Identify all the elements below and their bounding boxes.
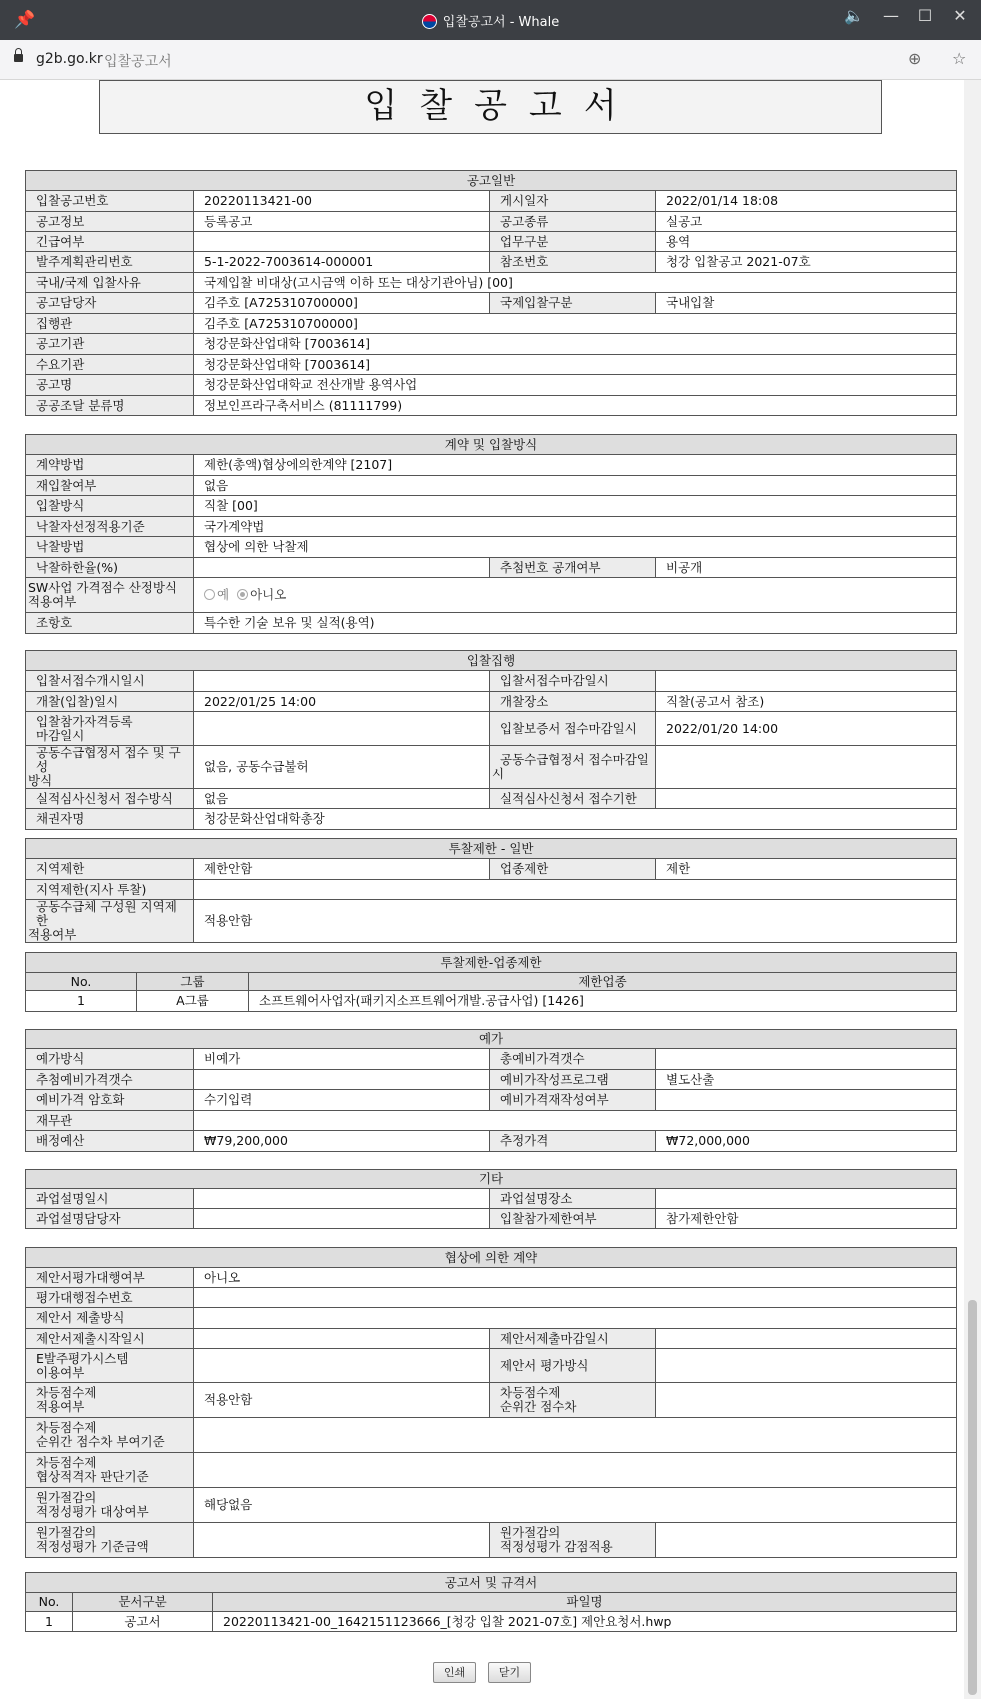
field-value: 직찰(공고서 참조) xyxy=(656,692,957,712)
speaker-icon[interactable]: 🔈 xyxy=(844,6,864,25)
field-value xyxy=(656,746,957,789)
field-value: 없음 xyxy=(194,476,957,496)
field-label-line: 공동수급협정서 접수 및 구성 xyxy=(36,745,181,774)
table-row xyxy=(26,991,957,1012)
field-value: 수기입력 xyxy=(194,1090,490,1111)
section-documents xyxy=(25,1572,956,1632)
field-value xyxy=(194,671,490,692)
field-label xyxy=(26,1453,194,1488)
field-label: 총예비가격갯수 xyxy=(490,1049,656,1070)
field-value xyxy=(194,1288,957,1308)
field-value xyxy=(656,1090,957,1111)
column-header: 제한업종 xyxy=(249,973,957,991)
field-value xyxy=(194,1308,957,1329)
field-value: 직찰 [00] xyxy=(194,496,957,517)
field-value xyxy=(656,1049,957,1070)
field-label: 낙찰하한율(%) xyxy=(26,558,194,578)
table-cell: 1 xyxy=(26,1612,73,1632)
field-label: 국제입찰구분 xyxy=(490,293,656,314)
field-value: 실공고 xyxy=(656,212,957,232)
field-label xyxy=(26,1418,194,1453)
field-label: 지역제한(지사 투찰) xyxy=(26,880,194,900)
field-label: 낙찰자선정적용기준 xyxy=(26,517,194,537)
field-value: 2022/01/20 14:00 xyxy=(656,712,957,746)
field-label-line: 시 xyxy=(492,766,505,781)
field-label xyxy=(26,746,194,789)
column-header: 파일명 xyxy=(213,1593,957,1612)
field-value: 정보인프라구축서비스 (81111799) xyxy=(194,396,957,416)
table-cell: 1 xyxy=(26,991,137,1012)
field-value: 별도산출 xyxy=(656,1070,957,1090)
field-label: 공고담당자 xyxy=(26,293,194,314)
section-header: 투찰제한 - 일반 xyxy=(26,839,957,859)
field-label: 채권자명 xyxy=(26,809,194,830)
field-value xyxy=(194,232,490,252)
field-value xyxy=(656,1189,957,1209)
field-label-line: SW사업 가격점수 산정방식 xyxy=(28,580,177,595)
field-label: 게시일자 xyxy=(490,191,656,212)
field-label xyxy=(26,1383,194,1418)
scrollbar-thumb[interactable] xyxy=(968,1300,977,1695)
section-restrict-industry xyxy=(25,952,956,1012)
field-value xyxy=(194,1070,490,1090)
field-value: 비예가 xyxy=(194,1049,490,1070)
field-value: 특수한 기술 보유 및 실적(용역) xyxy=(194,613,957,634)
field-label xyxy=(26,578,194,613)
section-header: 계약 및 입찰방식 xyxy=(26,435,957,455)
field-label: 업종제한 xyxy=(490,859,656,880)
field-value xyxy=(194,1189,490,1209)
field-label-line: E발주평가시스템 xyxy=(36,1350,129,1366)
radio-yes[interactable] xyxy=(204,589,215,600)
field-label: 과업설명장소 xyxy=(490,1189,656,1209)
field-label: 집행관 xyxy=(26,314,194,334)
column-header: 문서구분 xyxy=(73,1593,213,1612)
address-bar xyxy=(0,40,981,80)
field-value: 등록공고 xyxy=(194,212,490,232)
field-label: 평가대행접수번호 xyxy=(26,1288,194,1308)
file-link[interactable]: 20220113421-00_1642151123666_[청강 입찰 2021-07호] 제안요청서.hwp xyxy=(213,1612,957,1632)
section-header: 투찰제한-업종제한 xyxy=(26,953,957,973)
maximize-button[interactable]: ☐ xyxy=(917,6,933,25)
minimize-button[interactable]: — xyxy=(883,6,899,25)
field-label xyxy=(490,1383,656,1418)
field-label: 입찰방식 xyxy=(26,496,194,517)
field-value xyxy=(656,1329,957,1349)
field-value xyxy=(194,712,490,746)
field-value: 비공개 xyxy=(656,558,957,578)
table-cell: 소프트웨어사업자(패키지소프트웨어개발.공급사업) [1426] xyxy=(249,991,957,1012)
field-label: 조항호 xyxy=(26,613,194,634)
radio-no[interactable] xyxy=(237,589,248,600)
window-title-text: 입찰공고서 - Whale xyxy=(442,15,560,30)
section-header: 협상에 의한 계약 xyxy=(26,1248,957,1268)
field-label-line: 차등점수제 xyxy=(36,1455,97,1470)
field-value xyxy=(194,1329,490,1349)
field-value xyxy=(194,1111,957,1131)
field-value xyxy=(656,789,957,809)
field-value: 제한안함 xyxy=(194,859,490,880)
radio-no-label: 아니오 xyxy=(250,587,287,602)
sw-price-radio-group xyxy=(194,578,957,613)
field-label: 재입찰여부 xyxy=(26,476,194,496)
field-value xyxy=(194,558,490,578)
field-label: 재무관 xyxy=(26,1111,194,1131)
section-restrict-general xyxy=(25,838,956,943)
field-label: 긴급여부 xyxy=(26,232,194,252)
field-label: 제안서평가대행여부 xyxy=(26,1268,194,1288)
field-label xyxy=(490,746,656,789)
field-label: 제안서제출마감일시 xyxy=(490,1329,656,1349)
favorite-icon[interactable]: ☆ xyxy=(952,49,967,68)
field-label: 업무구분 xyxy=(490,232,656,252)
field-label xyxy=(26,712,194,746)
print-button[interactable]: 인쇄 xyxy=(433,1662,476,1683)
field-label: 예가방식 xyxy=(26,1049,194,1070)
zoom-icon[interactable]: ⊕ xyxy=(908,49,922,68)
section-header: 입찰집행 xyxy=(26,651,957,671)
close-window-button[interactable]: ✕ xyxy=(953,6,967,25)
field-label: 추첨예비가격갯수 xyxy=(26,1070,194,1090)
field-value: 적용안함 xyxy=(194,900,957,943)
field-value: 5-1-2022-7003614-000001 xyxy=(194,252,490,273)
field-value: 적용안함 xyxy=(194,1383,490,1418)
field-value xyxy=(656,671,957,692)
field-label: 추정가격 xyxy=(490,1131,656,1152)
field-label: 예비가작성프로그램 xyxy=(490,1070,656,1090)
field-label-line: 차등점수제 xyxy=(500,1385,561,1400)
window-title xyxy=(0,11,981,30)
field-value: 2022/01/14 18:08 xyxy=(656,191,957,212)
field-label: 국내/국제 입찰사유 xyxy=(26,273,194,293)
field-label: 예비가격 암호화 xyxy=(26,1090,194,1111)
field-label-line: 적용여부 xyxy=(36,1399,85,1414)
field-label: 공고종류 xyxy=(490,212,656,232)
window-titlebar xyxy=(0,0,981,40)
field-value: 국제입찰 비대상(고시금액 이하 또는 대상기관아님) [00] xyxy=(194,273,957,293)
field-value: 용역 xyxy=(656,232,957,252)
section-contract xyxy=(25,434,956,634)
field-label-line: 공동수급협정서 접수마감일 xyxy=(500,752,649,767)
section-price xyxy=(25,1029,956,1152)
field-label: 낙찰방법 xyxy=(26,537,194,558)
column-header: 그룹 xyxy=(137,973,249,991)
field-value xyxy=(194,1523,490,1558)
field-label-line: 입찰참가자격등록 xyxy=(36,713,133,729)
field-value xyxy=(194,1453,957,1488)
field-value: 제한(총액)협상에의한계약 [2107] xyxy=(194,455,957,476)
field-value xyxy=(656,1523,957,1558)
field-label: 공고명 xyxy=(26,375,194,396)
field-label: 입찰서접수개시일시 xyxy=(26,671,194,692)
taegukgi-icon xyxy=(422,14,437,29)
field-label: 제안서 제출방식 xyxy=(26,1308,194,1329)
field-label-line: 차등점수제 xyxy=(36,1385,97,1400)
field-label-line: 순위간 점수차 부여기준 xyxy=(36,1434,165,1449)
field-value xyxy=(194,1209,490,1229)
field-label: 입찰보증서 접수마감일시 xyxy=(490,712,656,746)
field-label: 지역제한 xyxy=(26,859,194,880)
field-value: 제한 xyxy=(656,859,957,880)
field-label: 공공조달 분류명 xyxy=(26,396,194,416)
field-value: 아니오 xyxy=(194,1268,957,1288)
field-label-line: 적정성평가 대상여부 xyxy=(36,1504,149,1519)
field-label: 제안서 평가방식 xyxy=(490,1349,656,1383)
section-header: 예가 xyxy=(26,1030,957,1049)
close-button[interactable]: 닫기 xyxy=(488,1662,531,1683)
field-label xyxy=(26,900,194,943)
field-label-line: 적용여부 xyxy=(28,927,77,942)
field-label-line: 협상적격자 판단기준 xyxy=(36,1469,149,1484)
table-cell: A그룹 xyxy=(137,991,249,1012)
field-value: 협상에 의한 낙찰제 xyxy=(194,537,957,558)
field-value xyxy=(194,1418,957,1453)
field-value: 20220113421-00 xyxy=(194,191,490,212)
field-value xyxy=(194,880,957,900)
estimated-price-value: ₩72,000,000 xyxy=(656,1131,957,1152)
radio-yes-label: 예 xyxy=(217,587,230,602)
field-value xyxy=(194,1349,490,1383)
vertical-scrollbar[interactable] xyxy=(964,80,981,1699)
table-row xyxy=(26,1612,957,1632)
field-value: 없음 xyxy=(194,789,490,809)
field-value: 없음, 공동수급불허 xyxy=(194,746,490,789)
section-header: 공고일반 xyxy=(26,171,957,191)
field-label-line: 차등점수제 xyxy=(36,1420,97,1435)
field-label-line: 마감일시 xyxy=(36,727,85,743)
section-etc xyxy=(25,1169,956,1229)
field-label-line: 방식 xyxy=(28,773,53,788)
field-label: 참조번호 xyxy=(490,252,656,273)
address-domain[interactable]: g2b.go.kr xyxy=(36,51,103,67)
field-label: 개찰(입찰)일시 xyxy=(26,692,194,712)
field-label: 과업설명담당자 xyxy=(26,1209,194,1229)
section-header: 기타 xyxy=(26,1170,957,1189)
field-label xyxy=(26,1349,194,1383)
field-label: 배정예산 xyxy=(26,1131,194,1152)
field-value: 김주호 [A725310700000] xyxy=(194,314,957,334)
field-label: 실적심사신청서 접수기한 xyxy=(490,789,656,809)
section-general xyxy=(25,170,956,416)
field-label-line: 적정성평가 감점적용 xyxy=(500,1539,613,1554)
field-label-line: 원가절감의 xyxy=(36,1525,97,1540)
field-label: 제안서제출시작일시 xyxy=(26,1329,194,1349)
section-execution xyxy=(25,650,956,830)
field-label-line: 공동수급체 구성원 지역제한 xyxy=(36,899,177,928)
field-label: 추첨번호 공개여부 xyxy=(490,558,656,578)
document-title: 입찰공고서 xyxy=(99,80,882,134)
field-value: 청강 입찰공고 2021-07호 xyxy=(656,252,957,273)
field-label: 개찰장소 xyxy=(490,692,656,712)
field-value xyxy=(656,1383,957,1418)
field-label xyxy=(490,1523,656,1558)
field-label: 공고기관 xyxy=(26,334,194,355)
budget-value: ₩79,200,000 xyxy=(194,1131,490,1152)
field-value: 청강문화산업대학교 전산개발 용역사업 xyxy=(194,375,957,396)
address-page-title: 입찰공고서 xyxy=(104,54,172,70)
field-label xyxy=(26,1523,194,1558)
pin-icon[interactable]: 📌 xyxy=(14,10,36,30)
lock-icon xyxy=(14,54,23,62)
field-value: 참가제한안함 xyxy=(656,1209,957,1229)
field-label: 발주계획관리번호 xyxy=(26,252,194,273)
column-header: No. xyxy=(26,1593,73,1612)
field-label: 입찰서접수마감일시 xyxy=(490,671,656,692)
section-header: 공고서 및 규격서 xyxy=(26,1573,957,1593)
field-label-line: 적용여부 xyxy=(28,594,77,609)
field-value: 국내입찰 xyxy=(656,293,957,314)
field-label: 실적심사신청서 접수방식 xyxy=(26,789,194,809)
field-label: 수요기관 xyxy=(26,355,194,375)
field-label: 계약방법 xyxy=(26,455,194,476)
field-label: 입찰참가제한여부 xyxy=(490,1209,656,1229)
field-value: 2022/01/25 14:00 xyxy=(194,692,490,712)
field-value: 국가계약법 xyxy=(194,517,957,537)
field-label-line: 이용여부 xyxy=(36,1364,85,1380)
button-bar xyxy=(0,1662,964,1683)
field-label xyxy=(26,1488,194,1523)
field-value: 해당없음 xyxy=(194,1488,957,1523)
field-value xyxy=(656,1349,957,1383)
field-label: 입찰공고번호 xyxy=(26,191,194,212)
field-value: 청강문화산업대학 [7003614] xyxy=(194,355,957,375)
column-header: No. xyxy=(26,973,137,991)
table-cell: 공고서 xyxy=(73,1612,213,1632)
field-label-line: 순위간 점수차 xyxy=(500,1399,577,1414)
field-label-line: 원가절감의 xyxy=(500,1525,561,1540)
field-value: 청강문화산업대학 [7003614] xyxy=(194,334,957,355)
field-value: 청강문화산업대학총장 xyxy=(194,809,957,830)
field-label: 과업설명일시 xyxy=(26,1189,194,1209)
field-label-line: 원가절감의 xyxy=(36,1490,97,1505)
field-value: 김주호 [A725310700000] xyxy=(194,293,490,314)
field-label: 예비가격재작성여부 xyxy=(490,1090,656,1111)
field-label: 공고정보 xyxy=(26,212,194,232)
field-label-line: 적정성평가 기준금액 xyxy=(36,1539,149,1554)
section-negotiation xyxy=(25,1247,956,1558)
